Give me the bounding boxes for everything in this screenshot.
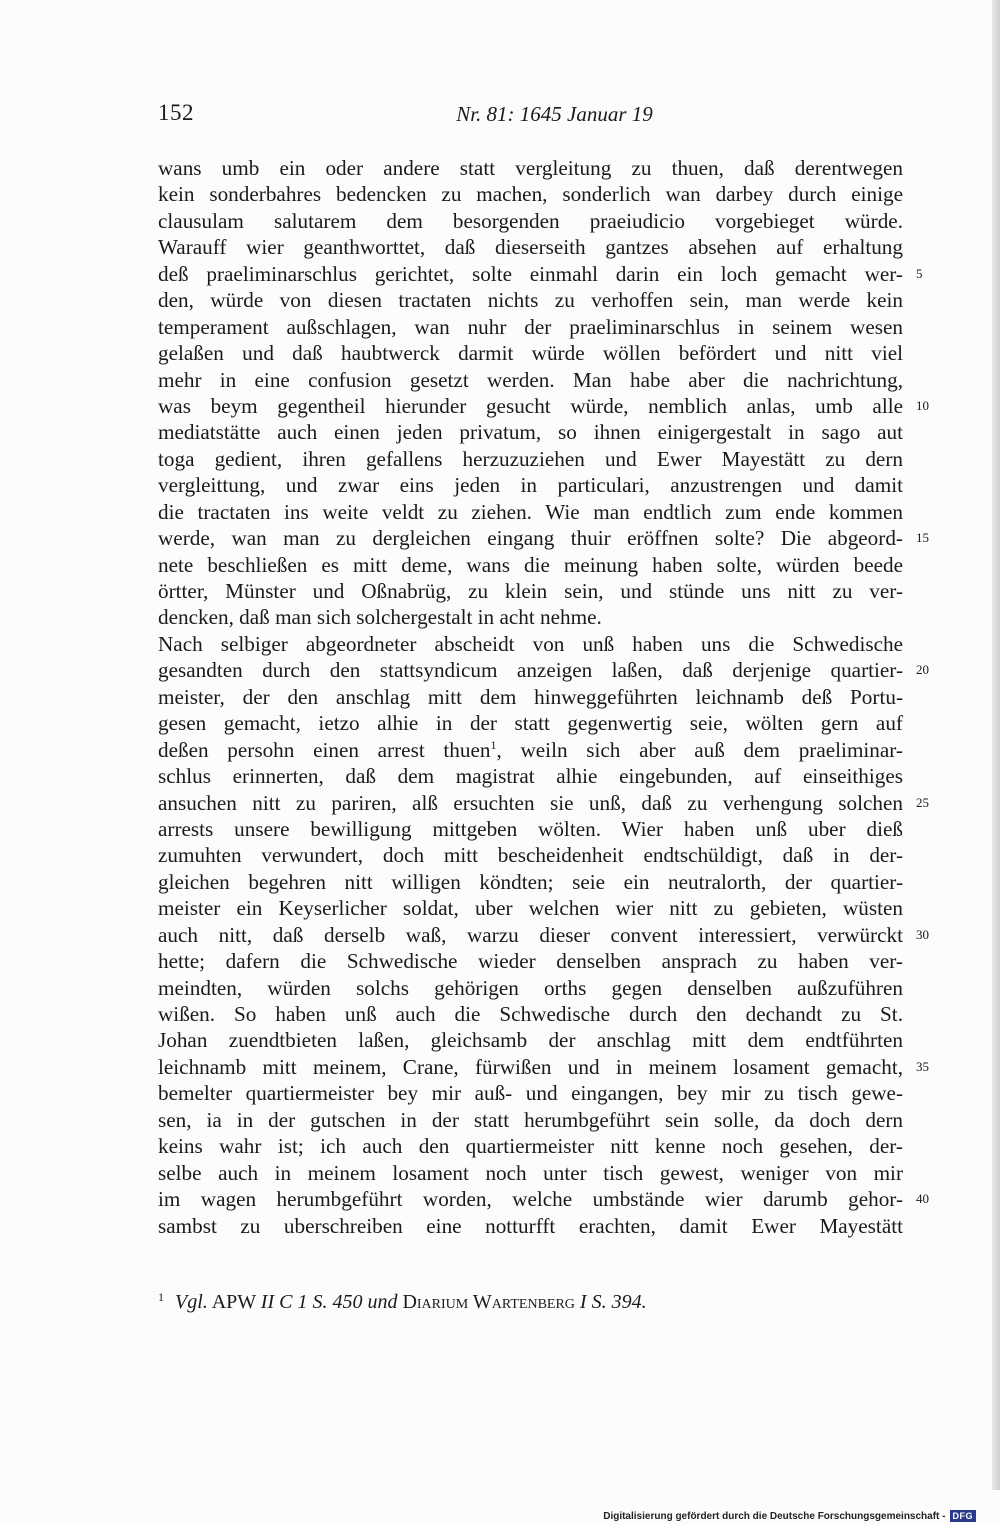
text-line: [158, 446, 903, 472]
text-line: [158, 1160, 903, 1186]
text-line: [158, 1186, 929, 1212]
line-text: gelaßen und daß haubtwerck darmit würde wöllen befördert und nitt viel: [158, 341, 903, 366]
line-text: nete beschließen es mitt deme, wans die meinung haben solte, würden beede: [158, 552, 903, 577]
text-line: [158, 895, 903, 921]
line-text: sambst zu uberschreiben eine notturfft erachten, damit Ewer Mayestätt: [158, 1213, 903, 1238]
line-text: den, würde von diesen tractaten nichts zu verhoffen sein, man werde kein: [158, 288, 903, 313]
text-line: [158, 1107, 903, 1133]
line-text: die tractaten ins weite veldt zu ziehen. Wie man endtlich zum ende kommen: [158, 499, 903, 524]
text-line: [158, 1001, 903, 1027]
main-text-block: [158, 155, 929, 1239]
line-text: toga gedient, ihren gefallens herzuzuziehen und Ewer Mayestätt zu dern: [158, 446, 903, 471]
line-text: was beym gegentheil hierunder gesucht würde, nemblich anlas, umb alle: [158, 393, 903, 418]
line-text: im wagen herumbgeführt worden, welche umbstände wier darumb gehor-: [158, 1187, 903, 1212]
footnote-ref2: I S. 394.: [579, 1291, 647, 1313]
line-text: wißen. So haben unß auch die Schwedische durch den dechandt zu St.: [158, 1002, 903, 1026]
line-text: deßen persohn einen arrest thuen: [158, 737, 491, 762]
line-text: kein sonderbahres bedencken zu machen, sonderlich wan darbey durch einige: [158, 182, 903, 207]
text-line: [158, 499, 903, 525]
text-line: [158, 1133, 903, 1159]
text-line: [158, 710, 903, 736]
digitization-credit: [603, 1509, 976, 1523]
line-number: 40: [916, 1191, 929, 1207]
text-line: [158, 737, 903, 763]
line-text: meister, der den anschlag mitt dem hinweggeführten leichnamb deß Portu-: [158, 684, 903, 709]
line-text: gesandten durch den stattsyndicum anzeigen laßen, daß derjenige quartier-: [158, 658, 903, 683]
footnote-ref1: II C 1 S. 450: [260, 1291, 363, 1313]
text-line: [158, 552, 903, 578]
line-text: bemelter quartiermeister bey mir auß- und eingangen, bey mir zu tisch gewe-: [158, 1081, 903, 1106]
line-text: gesen gemacht, ietzo alhie in der statt gegenwertig seie, wölten gern auf: [158, 711, 903, 736]
line-text: schlus erinnerten, daß dem magistrat alhie eingebunden, auf einseithiges: [158, 764, 903, 789]
line-text: Johan zuendtbieten laßen, gleichsamb der anschlag mitt dem endtführten: [158, 1028, 903, 1053]
text-line: [158, 631, 903, 657]
line-text: Nach selbiger abgeordneter abscheidt von unß haben uns die Schwedische: [158, 631, 903, 656]
page-edge-shadow: [992, 0, 1000, 1490]
dfg-logo: DFG: [950, 1510, 977, 1522]
line-text: gleichen begehren nitt willigen köndten; seie ein neutralorth, der quartier-: [158, 869, 903, 894]
text-line: [158, 922, 929, 948]
line-text: dencken, daß man sich solchergestalt in acht nehme.: [158, 605, 602, 630]
line-number: 20: [916, 662, 929, 678]
text-line: [158, 816, 903, 842]
line-text-continued: , weiln sich aber auß dem praeliminar-: [496, 737, 903, 762]
text-line: [158, 869, 903, 895]
line-number: 30: [916, 926, 929, 942]
line-text: temperament außschlagen, wan nuhr der praeliminarschlus in seinem wesen: [158, 314, 903, 339]
text-line: [158, 419, 903, 445]
running-head: Nr. 81: 1645 Januar 19: [456, 102, 653, 126]
line-text: örtter, Münster und Oßnabrüg, zu klein sein, und stünde uns nitt zu ver-: [158, 579, 903, 603]
text-line: [158, 657, 929, 683]
footnote-apw: APW: [211, 1291, 256, 1313]
line-text: meister ein Keyserlicher soldat, uber welchen wier nitt zu gebieten, wüsten: [158, 896, 903, 921]
line-number: 35: [916, 1058, 929, 1074]
page-header: [158, 100, 903, 134]
line-text: ansuchen nitt zu pariren, alß ersuchten sie unß, daß zu verhengung solchen: [158, 790, 903, 815]
footnote: [158, 1290, 903, 1314]
text-line: [158, 1027, 903, 1053]
line-text: deß praeliminarschlus gerichtet, solte einmahl darin ein loch gemacht wer-: [158, 261, 903, 286]
text-line: [158, 314, 903, 340]
footnote-diarium: Diarium Wartenberg: [402, 1291, 575, 1313]
footnote-und: und: [367, 1291, 398, 1313]
line-text: clausulam salutarem dem besorgenden praeiudicio vorgebieget würde.: [158, 208, 903, 233]
line-text: meindten, würden solchs gehörigen orths gegen denselben außzuführen: [158, 975, 903, 1000]
text-line: [158, 604, 903, 630]
footnote-ref: 1: [490, 737, 497, 752]
text-line: [158, 1213, 903, 1239]
line-text: sen, ia in der gutschen in der statt herumbgeführt sein solle, da doch dern: [158, 1107, 903, 1132]
line-number: 5: [916, 265, 923, 281]
text-line: [158, 340, 903, 366]
text-line: [158, 181, 903, 207]
line-text: zumuhten verwundert, doch mitt bescheidenheit endtschüldigt, daß in der-: [158, 843, 903, 868]
text-line: [158, 948, 903, 974]
text-line: [158, 393, 929, 419]
line-text: mediatstätte auch einen jeden privatum, so ihnen einigergestalt in sago aut: [158, 420, 903, 445]
text-line: [158, 1054, 929, 1080]
line-number: 25: [916, 794, 929, 810]
text-line: [158, 208, 903, 234]
line-text: mehr in eine confusion gesetzt werden. Man habe aber die nachrichtung,: [158, 367, 903, 392]
footnote-vgl: Vgl.: [175, 1291, 208, 1313]
credit-text: Digitalisierung gefördert durch die Deutsche Forschungsgemeinschaft -: [603, 1510, 946, 1522]
line-number: 15: [916, 530, 929, 546]
page-number: 152: [158, 100, 194, 125]
text-line: [158, 763, 903, 789]
line-text: keins wahr ist; ich auch den quartiermeister nitt kenne noch gesehen, der-: [158, 1134, 903, 1159]
line-text: werde, wan man zu dergleichen eingang thuir eröffnen solte? Die abgeord-: [158, 526, 903, 551]
text-line: [158, 261, 923, 287]
text-line: [158, 842, 903, 868]
text-line: [158, 287, 903, 313]
line-text: leichnamb mitt meinem, Crane, fürwißen und in meinem losament gemacht,: [158, 1054, 903, 1079]
text-line: [158, 1080, 903, 1106]
line-text: auch nitt, daß derselb waß, warzu dieser convent interessiert, verwürckt: [158, 922, 903, 947]
line-text: hette; dafern die Schwedische wieder denselben ansprach zu haben ver-: [158, 949, 903, 974]
text-line: [158, 975, 903, 1001]
line-text: vergleittung, und zwar eins jeden in particulari, anzustrengen und damit: [158, 473, 903, 498]
text-line: [158, 367, 903, 393]
text-line: [158, 578, 903, 604]
text-line: [158, 525, 929, 551]
line-text: selbe auch in meinem losament noch unter tisch gewest, weniger von mir: [158, 1160, 903, 1185]
text-line: [158, 790, 929, 816]
line-text: Warauff wier geanthworttet, daß dieserseith gantzes absehen auf erhaltung: [158, 235, 903, 260]
footnote-number: 1: [158, 1290, 164, 1304]
text-line: [158, 155, 903, 181]
text-line: [158, 472, 903, 498]
text-line: [158, 234, 903, 260]
line-number: 10: [916, 397, 929, 413]
text-line: [158, 684, 903, 710]
line-text: wans umb ein oder andere statt vergleitung zu thuen, daß derentwegen: [158, 156, 903, 180]
line-text: arrests unsere bewilligung mittgeben wölten. Wier haben unß uber dieß: [158, 816, 903, 841]
